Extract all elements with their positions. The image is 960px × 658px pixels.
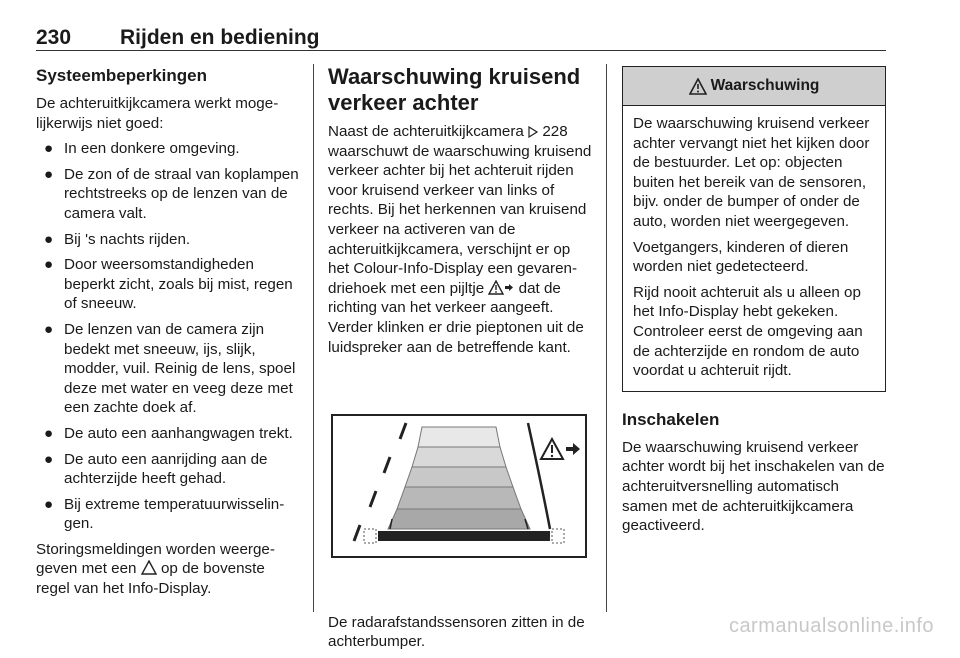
warning-triangle-arrow-icon xyxy=(488,280,514,295)
list-item: ● De auto een aanrijding aan de achterzijde heeft gehad. xyxy=(44,450,268,488)
column-limitations xyxy=(36,62,300,605)
list-item: ● De lenzen van de camera zijn bedekt met sneeuw, ijs, slijk, modder, vuil. Reinig de lens, spoel deze met water en veeg deze met een zachte doek af. xyxy=(44,320,296,417)
list-item: ● De auto een aanhangwagen trekt. xyxy=(44,424,293,442)
figure-caption: De radarafstandssensoren zitten in de achterbumper. xyxy=(328,613,585,651)
bullet-icon: ● xyxy=(44,140,54,158)
bullet-icon: ● xyxy=(44,450,54,468)
warning-paragraph: Voetgangers, kinderen of dieren worden niet gedetecteerd. xyxy=(633,238,849,276)
list-item: ● De zon of de straal van koplampen rechtstreeks op de lenzen van de camera valt. xyxy=(44,165,299,222)
rear-camera-display-illustration xyxy=(328,377,590,595)
warning-box xyxy=(622,66,886,392)
section-heading-limitations: Systeembeperkingen xyxy=(36,66,208,85)
warning-title: Waarschuwing xyxy=(710,77,820,95)
page-reference: 228 xyxy=(542,123,568,140)
bullet-icon: ● xyxy=(44,230,54,248)
list-item: ● In een donkere omgeving. xyxy=(44,140,240,158)
section-heading-cross-traffic: Waarschuwing kruisend verkeer achter xyxy=(328,64,581,115)
bullet-icon: ● xyxy=(44,256,54,274)
warning-triangle-icon xyxy=(689,78,707,95)
warning-body xyxy=(623,106,885,391)
list-item: ● Door weersomstandigheden beperkt zicht, zoals bij mist, regen of sneeuw. xyxy=(44,256,293,313)
cross-traffic-body: Naast de achteruitkijkcamera 228 waarschuwt de waarschuwing kruisend verkeer achter bij het achteruit rijden voor kruisend verkeer van links of rechts. Bij het herkennen van kruisend verkeer na activeren van de achteruitkijkcamera, verschijnt er op het Colour-Info-Display een gevarendriehoek met een pijltje dat de richting van het verkeer aangeeft. Verder klinken er drie pieptonen uit de luidspreker aan de betreffende kant. xyxy=(328,123,592,356)
bullet-icon: ● xyxy=(44,424,54,442)
bullet-icon: ● xyxy=(44,165,54,183)
warning-triangle-icon xyxy=(141,560,157,575)
page-reference-arrow-icon xyxy=(528,126,538,138)
bullet-icon: ● xyxy=(44,495,54,513)
column-warning xyxy=(622,62,886,542)
page-number: 230 xyxy=(36,26,72,49)
warning-paragraph: De waarschuwing kruisend verkeer achter vervangt niet het kijken door de bestuurder. Let op: objecten buiten het bereik van de sensoren, bijv. onder de bumper of onder de auto, worden niet weergegeven. xyxy=(633,115,870,230)
warning-paragraph: Rijd nooit achteruit als u alleen op het Info-Display hebt gekeken. Controleer eerst de omgeving aan de achterzijde en rondom de auto voordat u achteruit rijdt. xyxy=(633,283,863,380)
list-item: ● Bij 's nachts rijden. xyxy=(44,230,191,248)
header-rule xyxy=(36,50,886,51)
list-item: ● Bij extreme temperatuurwisselingen. xyxy=(44,495,285,533)
limitations-outro: Storingsmeldingen worden weergegeven met een op de bovenste regel van het Info-Display. xyxy=(36,540,275,598)
limitations-list xyxy=(36,139,300,534)
section-heading-activate: Inschakelen xyxy=(622,409,720,429)
watermark: carmanualsonline.info xyxy=(728,615,934,637)
bullet-icon: ● xyxy=(44,320,54,338)
column-cross-traffic xyxy=(328,62,594,658)
warning-header xyxy=(623,67,885,106)
page-header xyxy=(36,26,886,52)
column-divider xyxy=(313,64,314,612)
limitations-intro: De achteruitkijkcamera werkt mogelijkerwijs niet goed: xyxy=(36,95,279,132)
activate-body: De waarschuwing kruisend verkeer achter wordt bij het inschakelen van de achteruitversnelling automatisch samen met de achteruitkijkcamera geactiveerd. xyxy=(622,438,885,535)
column-divider xyxy=(606,64,607,612)
chapter-title: Rijden en bediening xyxy=(120,26,320,49)
